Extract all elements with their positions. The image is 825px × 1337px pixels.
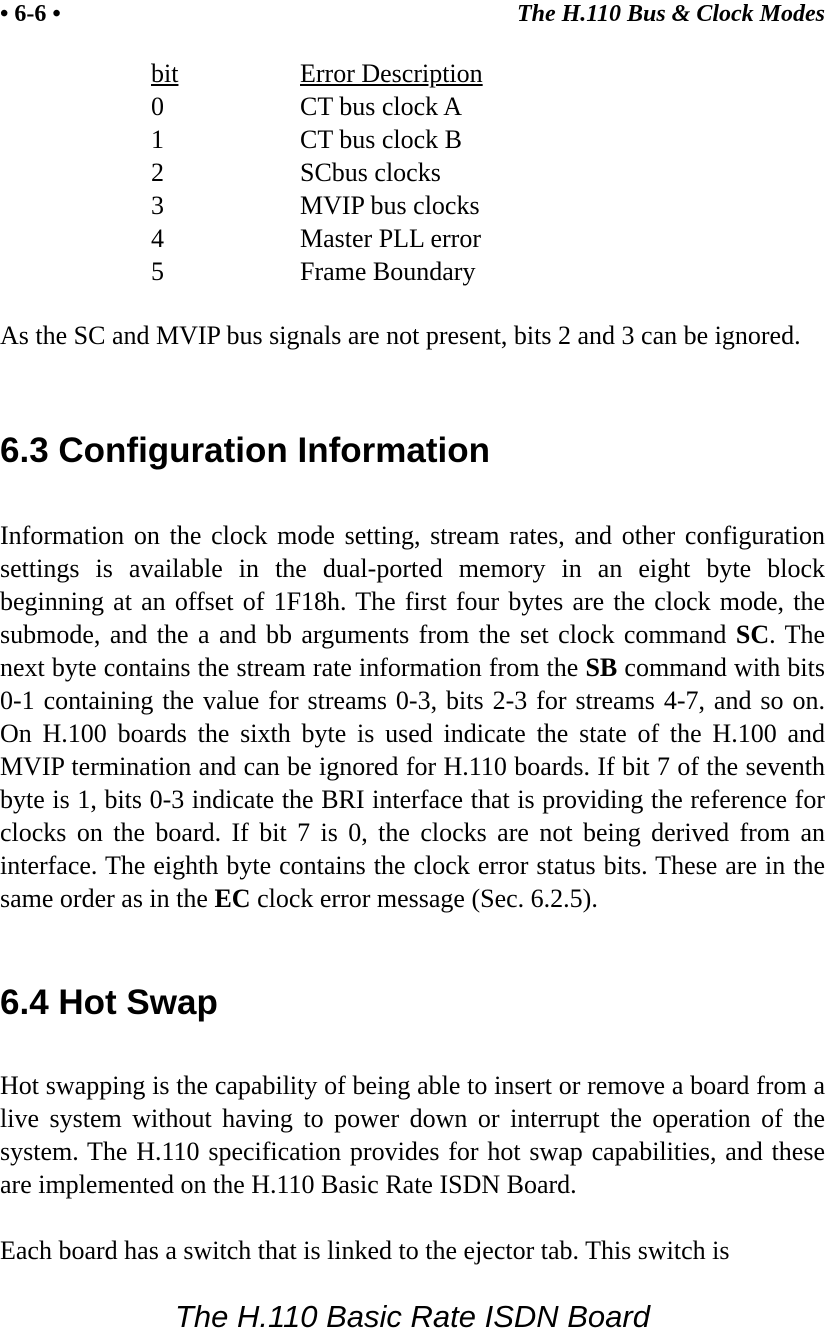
table-cell-description: Frame Boundary	[300, 257, 476, 286]
table-cell-bit: 3	[151, 191, 164, 220]
configuration-text: command with bits 0-1 containing the value for streams 0-3, bits 2-3 for streams 4-7, and so on. On H.100 boards the sixth byte is used indicate the state of the H.100 and MVIP termination and can be ignored for H.110 boards. If bit 7 of the seventh byte is 1, bits 0-3 indicate the BRI interface that is providing the reference for clocks on the board. If bit 7 is 0, the clocks are not being derived from an interface. The eighth byte contains the clock error status bits. These are in the same order as in the	[0, 653, 825, 913]
command-ec: EC	[214, 884, 251, 913]
configuration-text: Information on the clock mode setting, stream rates, and other configuration settings is available in the dual-ported memory in an eight byte block beginning at an offset of 1F18h. The first four bytes are the clock mode, the submode, and the a and bb arguments from the set clock command	[0, 521, 825, 649]
table-cell-description: CT bus clock A	[300, 92, 463, 121]
table-cell-bit: 1	[151, 125, 164, 154]
hot-swap-paragraph: Hot swapping is the capability of being able to insert or remove a board from a live system without having to power down or interrupt the operation of the system. The H.110 specification provides for hot swap capabilities, and these are implemented on the H.110 Basic Rate ISDN Board.	[0, 1071, 825, 1199]
page-header	[0, 0, 825, 30]
command-sb: SB	[585, 653, 618, 682]
column-header-bit: bit	[151, 59, 179, 88]
page-footer: The H.110 Basic Rate ISDN Board	[175, 1299, 650, 1334]
table-cell-description: MVIP bus clocks	[300, 191, 480, 220]
column-header-error-description: Error Description	[300, 59, 483, 88]
section-heading-configuration-information: 6.3 Configuration Information	[0, 431, 490, 470]
page-number: • 6-6 •	[0, 1, 61, 27]
configuration-text: . The next byte contains the stream rate information from the	[0, 620, 825, 682]
table-cell-description: CT bus clock B	[300, 125, 463, 154]
configuration-paragraph	[0, 519, 825, 915]
table-cell-bit: 4	[151, 224, 164, 253]
chapter-title: The H.110 Bus & Clock Modes	[516, 1, 825, 27]
table-cell-description: SCbus clocks	[300, 158, 441, 187]
section-heading-hot-swap: 6.4 Hot Swap	[0, 983, 218, 1022]
configuration-text: clock error message (Sec. 6.2.5).	[250, 884, 598, 913]
command-sc: SC	[735, 620, 770, 649]
bits-ignored-paragraph: As the SC and MVIP bus signals are not present, bits 2 and 3 can be ignored.	[0, 321, 801, 350]
table-cell-bit: 2	[151, 158, 164, 187]
table-cell-description: Master PLL error	[300, 224, 481, 253]
table-cell-bit: 5	[151, 257, 164, 286]
ejector-switch-paragraph: Each board has a switch that is linked to the ejector tab. This switch is	[0, 1236, 730, 1265]
table-cell-bit: 0	[151, 92, 164, 121]
